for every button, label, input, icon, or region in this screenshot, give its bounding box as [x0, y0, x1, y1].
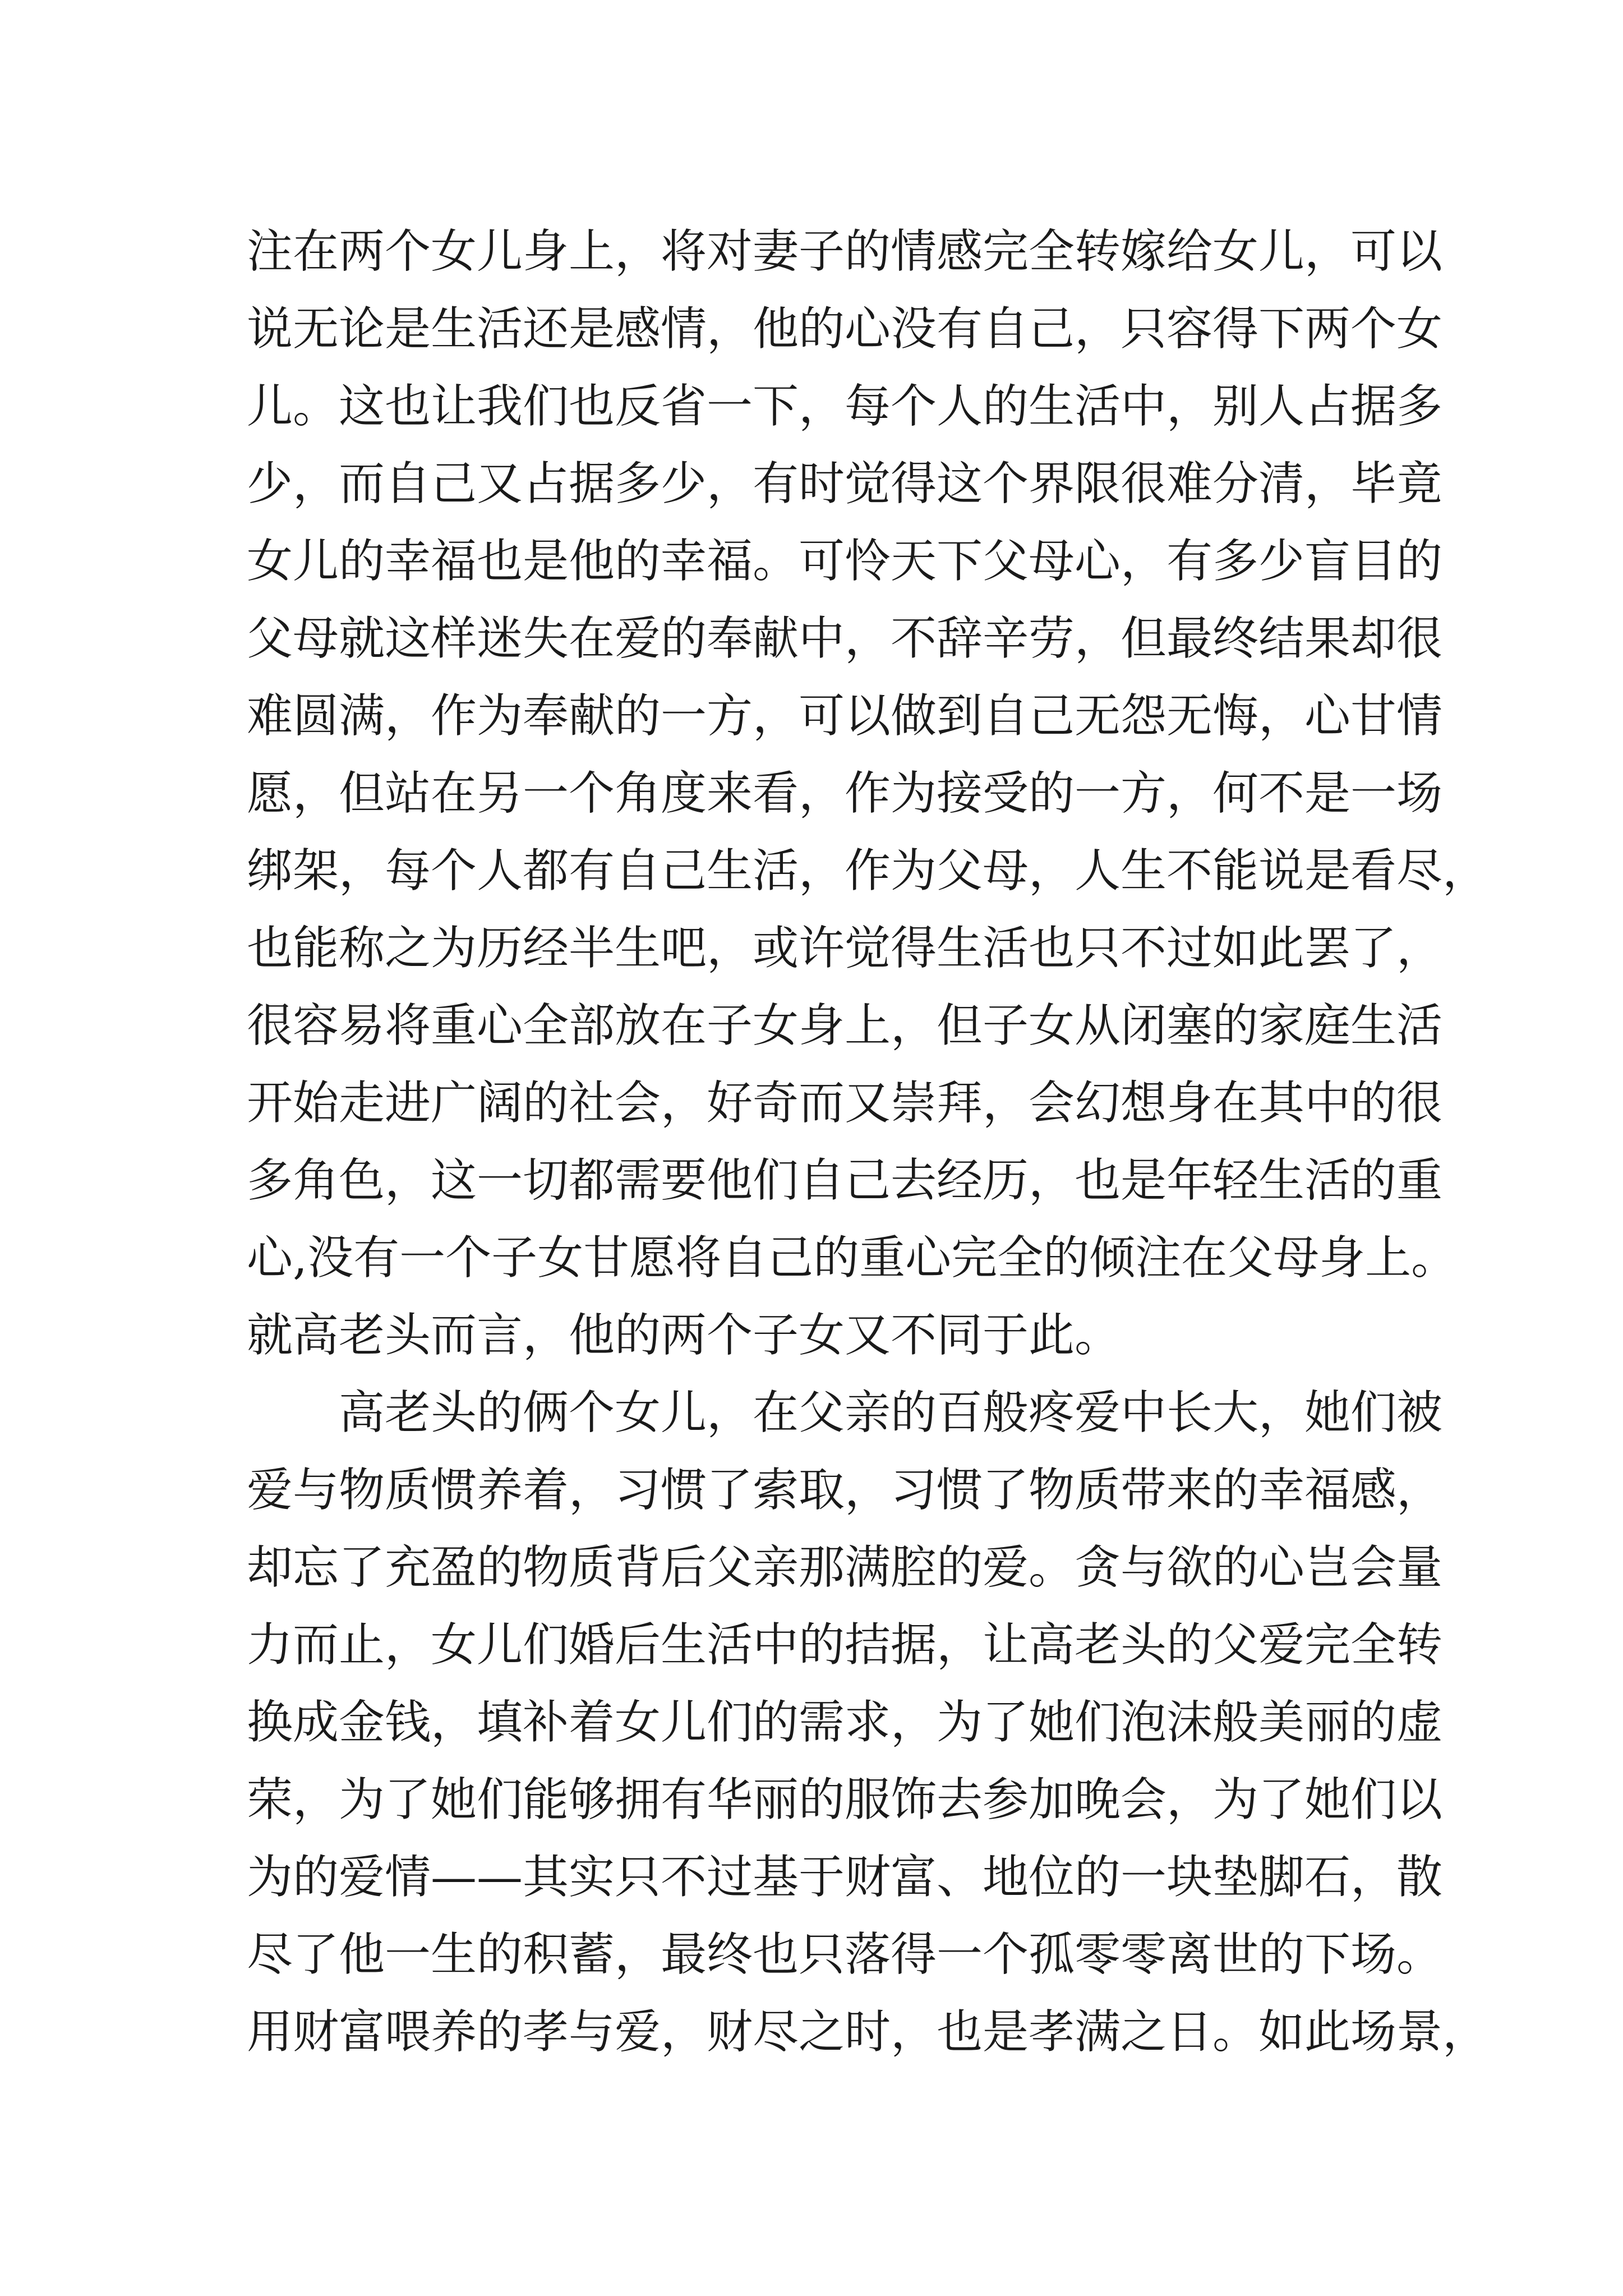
text-line: 儿。这也让我们也反省一下，每个人的生活中，别人占据多 — [247, 380, 1443, 433]
text-line: 女儿的幸福也是他的幸福。可怜天下父母心，有多少盲目的 — [247, 535, 1443, 588]
text-line: 多角色，这一切都需要他们自己去经历，也是年轻生活的重 — [247, 1154, 1443, 1207]
text-line: 注在两个女儿身上，将对妻子的情感完全转嫁给女儿，可以 — [247, 225, 1443, 278]
text-line: 换成金钱，填补着女儿们的需求，为了她们泡沫般美丽的虚 — [247, 1696, 1443, 1749]
text-line: 为的爱情——其实只不过基于财富、地位的一块垫脚石，散 — [247, 1851, 1443, 1904]
paragraph-1 — [247, 213, 1489, 1374]
text-line: 力而止，女儿们婚后生活中的拮据，让高老头的父爱完全转 — [247, 1618, 1443, 1672]
text-line: 用财富喂养的孝与爱，财尽之时，也是孝满之日。如此场景， — [247, 2005, 1489, 2059]
text-line: 却忘了充盈的物质背后父亲那满腔的爱。贪与欲的心岂会量 — [247, 1541, 1443, 1594]
text-line: 尽了他一生的积蓄，最终也只落得一个孤零零离世的下场。 — [247, 1928, 1443, 1981]
text-line: 心,没有一个子女甘愿将自己的重心完全的倾注在父母身上。 — [247, 1231, 1458, 1285]
text-line: 说无论是生活还是感情，他的心没有自己，只容得下两个女 — [247, 302, 1443, 356]
text-line: 开始走进广阔的社会，好奇而又崇拜，会幻想身在其中的很 — [247, 1076, 1443, 1130]
text-line: 少，而自己又占据多少，有时觉得这个界限很难分清，毕竟 — [247, 457, 1443, 510]
paragraph-2 — [247, 1374, 1489, 2071]
text-line: 高老头的俩个女儿，在父亲的百般疼爱中长大，她们被 — [339, 1386, 1443, 1439]
text-line: 很容易将重心全部放在子女身上，但子女从闭塞的家庭生活 — [247, 999, 1443, 1052]
text-line: 父母就这样迷失在爱的奉献中，不辞辛劳，但最终结果却很 — [247, 612, 1443, 665]
text-line: 也能称之为历经半生吧，或许觉得生活也只不过如此罢了， — [247, 922, 1443, 975]
text-line: 愿，但站在另一个角度来看，作为接受的一方，何不是一场 — [247, 767, 1443, 820]
text-line: 难圆满，作为奉献的一方，可以做到自己无怨无悔，心甘情 — [247, 689, 1443, 743]
text-line: 爱与物质惯养着，习惯了索取，习惯了物质带来的幸福感， — [247, 1464, 1443, 1517]
body-text — [247, 213, 1489, 2071]
text-line: 荣，为了她们能够拥有华丽的服饰去参加晚会，为了她们以 — [247, 1773, 1443, 1826]
text-line: 就高老头而言，他的两个子女又不同于此。 — [247, 1309, 1121, 1362]
text-line: 绑架，每个人都有自己生活，作为父母，人生不能说是看尽， — [247, 844, 1489, 898]
